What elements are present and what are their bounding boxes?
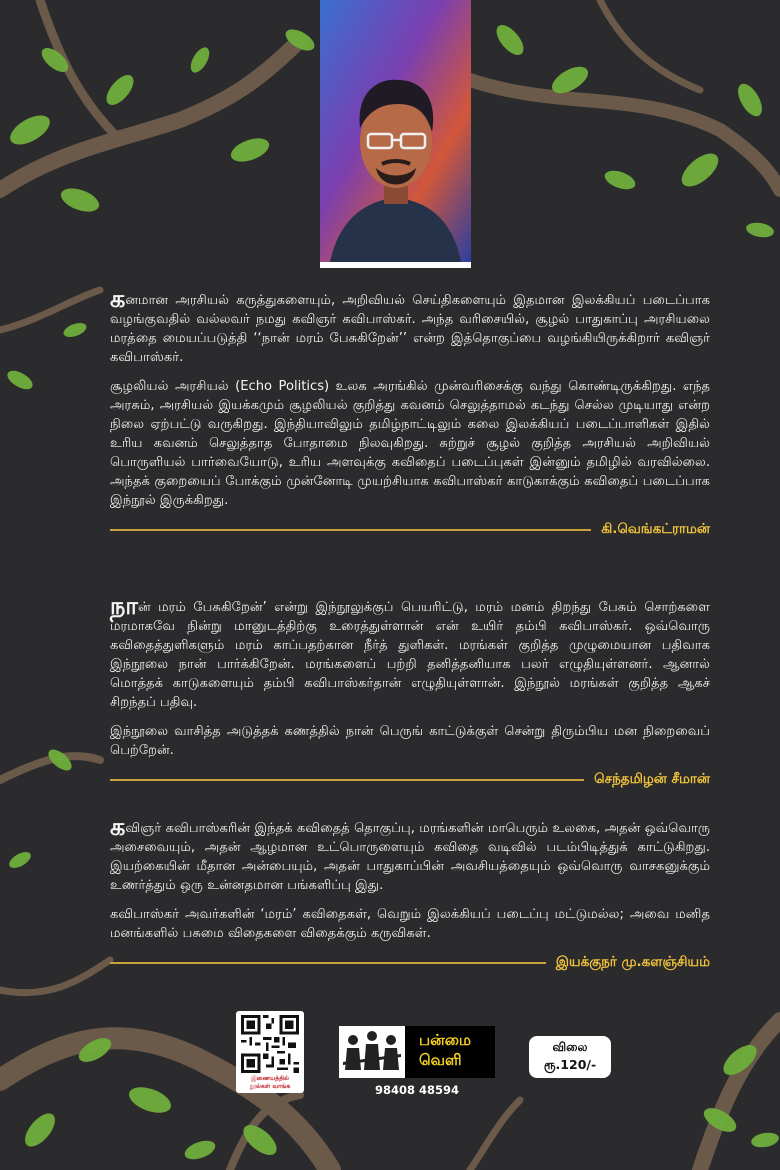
signature-line (110, 953, 710, 973)
divider-rule (110, 779, 584, 781)
review-1-paragraph-1: கனமான அரசியல் கருத்துகளையும், அறிவியல் செய்திகளையும் இதமான இலக்கியப் படைப்பாக வழங்குவதில் வல்லவர் நமது கவிஞர் கவிபாஸ்கர். அந்த வரிசையில், சூழல் பாதுகாப்பு அரசியலை மரத்தை மையப்படுத்தி ‘‘நான் மரம் பேசுகிறேன்’’ என்ற இத்தொகுப்பை வழங்கியிருக்கிறார் கவிஞர் கவிபாஸ்கர். (110, 285, 710, 365)
review-1-paragraph-2: சூழலியல் அரசியல் (Echo Politics) உலக அரங்கில் முன்வரிசைக்கு வந்து கொண்டிருக்கிறது. எந்த அரசும், அரசியல் இயக்கமும் சூழலியல் குறித்து கவனம் செலுத்தாமல் கடந்து செல்ல முடியாது என்ற நிலை ஏற்பட்டு வருகிறது. இந்தியாவிலும் தமிழ்நாட்டிலும் கலை இலக்கியப் படைப்பாளிகள் இதில் உரிய கவனம் செலுத்தாத போதாமை நிலவுகிறது. சுற்றுச் சூழல் குறித்த அரசியல் அறிவியல் பொருளியல் பார்வையோடு, உரிய அளவுக்கு கவிதைப் படைப்புகள் இன்னும் தமிழில் வரவில்லை. அந்தக் குறையைப் போக்கும் முன்னோடி முயற்சியாக கவிபாஸ்கர் காடுகாக்கும் கவிதைப் படைப்பாக இந்நூல் இருக்கிறது. (110, 379, 710, 508)
review-2-paragraph-2: இந்நூலை வாசித்த அடுத்தக் கணத்தில் நான் பெருங் காட்டுக்குள் சென்று திரும்பிய மன நிறைவைப் பெற்றேன். (110, 724, 710, 758)
publisher-phone: 98408 48594 (374, 1083, 460, 1097)
signature-line (110, 770, 710, 790)
review-section-3 (110, 813, 710, 981)
reviewer-name: கி.வெங்கட்ராமன் (601, 521, 710, 537)
reviewer-name: இயக்குநர் மு.களஞ்சியம் (555, 954, 710, 970)
review-section-2 (110, 592, 710, 798)
review-3-paragraph-1: கவிஞர் கவிபாஸ்கரின் இந்தக் கவிதைத் தொகுப்பு, மரங்களின் மாபெரும் உலகை, அதன் ஒவ்வொரு அசைவையும், அதன் ஆழமான உட்பொருளையும் கவிதை வடிவில் படம்பிடித்துக் காட்டுகிறது. இயற்கையின் மீதான அன்பையும், அதன் பாதுகாப்பின் அவசியத்தையும் ஒவ்வொரு வாசகனுக்கும் உணர்த்தும் ஒரு உன்னதமான பங்களிப்பு இது. (110, 813, 710, 893)
poet-portrait-icon (320, 0, 471, 262)
divider-rule (110, 962, 546, 964)
review-3-paragraph-2: கவிபாஸ்கர் அவர்களின் ‘மரம்’ கவிதைகள், வெறும் இலக்கியப் படைப்பு மட்டுமல்ல; அவை மனித மனங்களில் பசுமை விதைகளை விதைக்கும் கருவிகள். (110, 907, 710, 941)
qr-code-block[interactable] (236, 1011, 304, 1093)
dropcap: நா (110, 592, 138, 620)
price-value: ரூ.120/- (543, 1057, 597, 1072)
review-section-1 (110, 285, 710, 548)
qr-code-icon (240, 1015, 300, 1073)
author-portrait (320, 0, 471, 268)
signature-line (110, 520, 710, 540)
reviewer-name: செந்தமிழன் சீமான் (594, 771, 710, 787)
qr-caption: இணையத்தில் நூல்கள் வாங்க (249, 1075, 291, 1090)
price-badge (529, 1036, 611, 1078)
people-emblem-icon (339, 1026, 405, 1078)
publisher-logo (339, 1026, 495, 1078)
publisher-emblem (339, 1026, 405, 1078)
review-2-paragraph-1: நான் மரம் பேசுகிறேன்’ என்று இந்நூலுக்குப் பெயரிட்டு, மரம் மனம் திறந்து பேசும் சொற்களை மரமாகவே நின்று மானுடத்திற்கு உரைத்துள்ளான் என் உயிர் தம்பி கவிபாஸ்கர். ஒவ்வொரு கவிதைத்துளிகளும் மரம் காப்பதற்கான நீர்த் துளிகள். மரங்கள் குறித்த முழுமையான பதிவாக இந்நூலை நான் பார்க்கிறேன். மரங்களைப் பற்றி தனித்தனியாக பலர் எழுதியுள்ளனர். ஆனால் மொத்தக் காடுகளையும் தம்பி கவிபாஸ்கர்தான் எழுதியுள்ளான். இந்நூல் மரங்கள் குறித்த ஆகச் சிறந்தப் பதிவு. (110, 592, 710, 710)
publisher-name: பன்மை வெளி (405, 1026, 495, 1078)
dropcap: க (110, 813, 126, 841)
price-label: விலை (552, 1040, 588, 1054)
divider-rule (110, 529, 591, 531)
dropcap: க (110, 285, 126, 313)
